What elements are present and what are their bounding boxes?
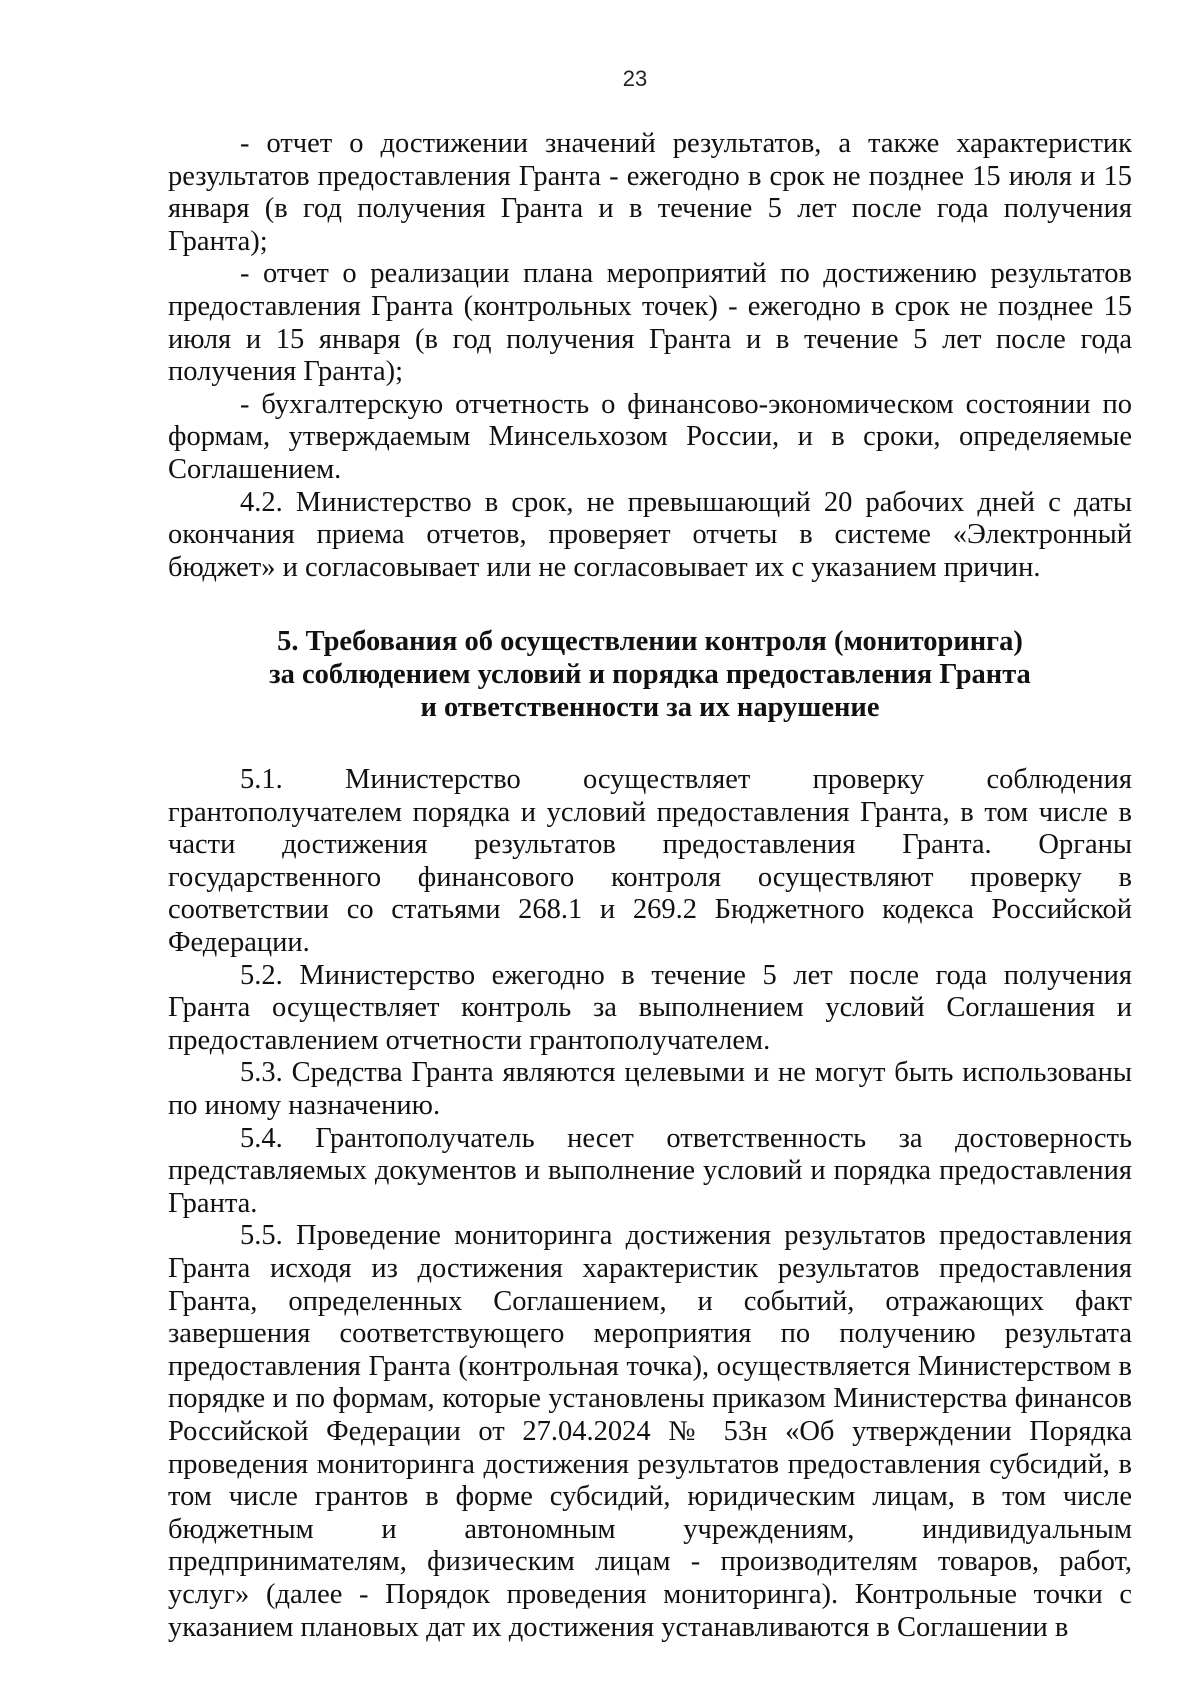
section-heading-line-3: и ответственности за их нарушение [420,691,880,723]
paragraph-5-3: 5.3. Средства Гранта являются целевыми и не могут быть использованы по иному назначению. [168,1057,1132,1122]
paragraph-5-2: 5.2. Министерство ежегодно в течение 5 лет после года получения Гранта осуществляет контроль за выполнением условий Соглашения и предоставлением отчетности грантополучателем. [168,959,1132,1056]
section-heading-line-1: 5. Требования об осуществлении контроля (мониторинга) [277,626,1023,658]
paragraph-5-4: 5.4. Грантополучатель несет ответственность за достоверность представляемых документов и выполнение условий и порядка предоставления Гранта. [168,1122,1132,1219]
paragraph-4-2: 4.2. Министерство в срок, не превышающий 20 рабочих дней с даты окончания приема отчетов, проверяет отчеты в системе «Электронный бюджет» и согласовывает или не согласовывает их с указанием причин. [168,486,1132,583]
paragraph-accounting: - бухгалтерскую отчетность о финансово-экономическом состоянии по формам, утверждаемым Минсельхозом России, и в сроки, определяемые Соглашением. [168,388,1132,485]
page-number: 23 [622,66,648,91]
paragraph-5-5: 5.5. Проведение мониторинга достижения результатов предоставления Гранта исходя из достижения характеристик результатов предоставления Гранта, определенных Соглашением, и событий, отражающих факт завершения соответствующего мероприятия по получению результата предоставления Гранта (контрольная точка), осуществляется Министерством в порядке и по формам, которые установлены приказом Министерства финансов Российской Федерации от 27.04.2024 № 53н «Об утверждении Порядка проведения мониторинга достижения результатов предоставления субсидий, в том числе грантов в форме субсидий, юридическим лицам, в том числе бюджетным и автономным учреждениям, индивидуальным предпринимателям, физическим лицам - производителям товаров, работ, услуг» (далее - Порядок проведения мониторинга). Контрольные точки с указанием плановых дат их достижения устанавливаются в Соглашении в [168,1220,1132,1643]
section-heading-line-2: за соблюдением условий и порядка предоставления Гранта [269,658,1031,690]
document-body [168,128,1132,1644]
paragraph-report-plan: - отчет о реализации плана мероприятий по достижению результатов предоставления Гранта (контрольных точек) - ежегодно в срок не позднее 15 июля и 15 января (в год получения Гранта и в течение 5 лет после года получения Гранта); [168,258,1132,388]
paragraph-5-1: 5.1. Министерство осуществляет проверку соблюдения грантополучателем порядка и условий предоставления Гранта, в том числе в части достижения результатов предоставления Гранта. Органы государственного финансового контроля осуществляют проверку в соответствии со статьями 268.1 и 269.2 Бюджетного кодекса Российской Федерации. [168,764,1132,959]
section-heading [168,626,1132,724]
paragraph-report-results: - отчет о достижении значений результатов, а также характеристик результатов предоставления Гранта - ежегодно в срок не позднее 15 июля и 15 января (в год получения Гранта и в течение 5 лет после года получения Гранта); [168,128,1132,257]
